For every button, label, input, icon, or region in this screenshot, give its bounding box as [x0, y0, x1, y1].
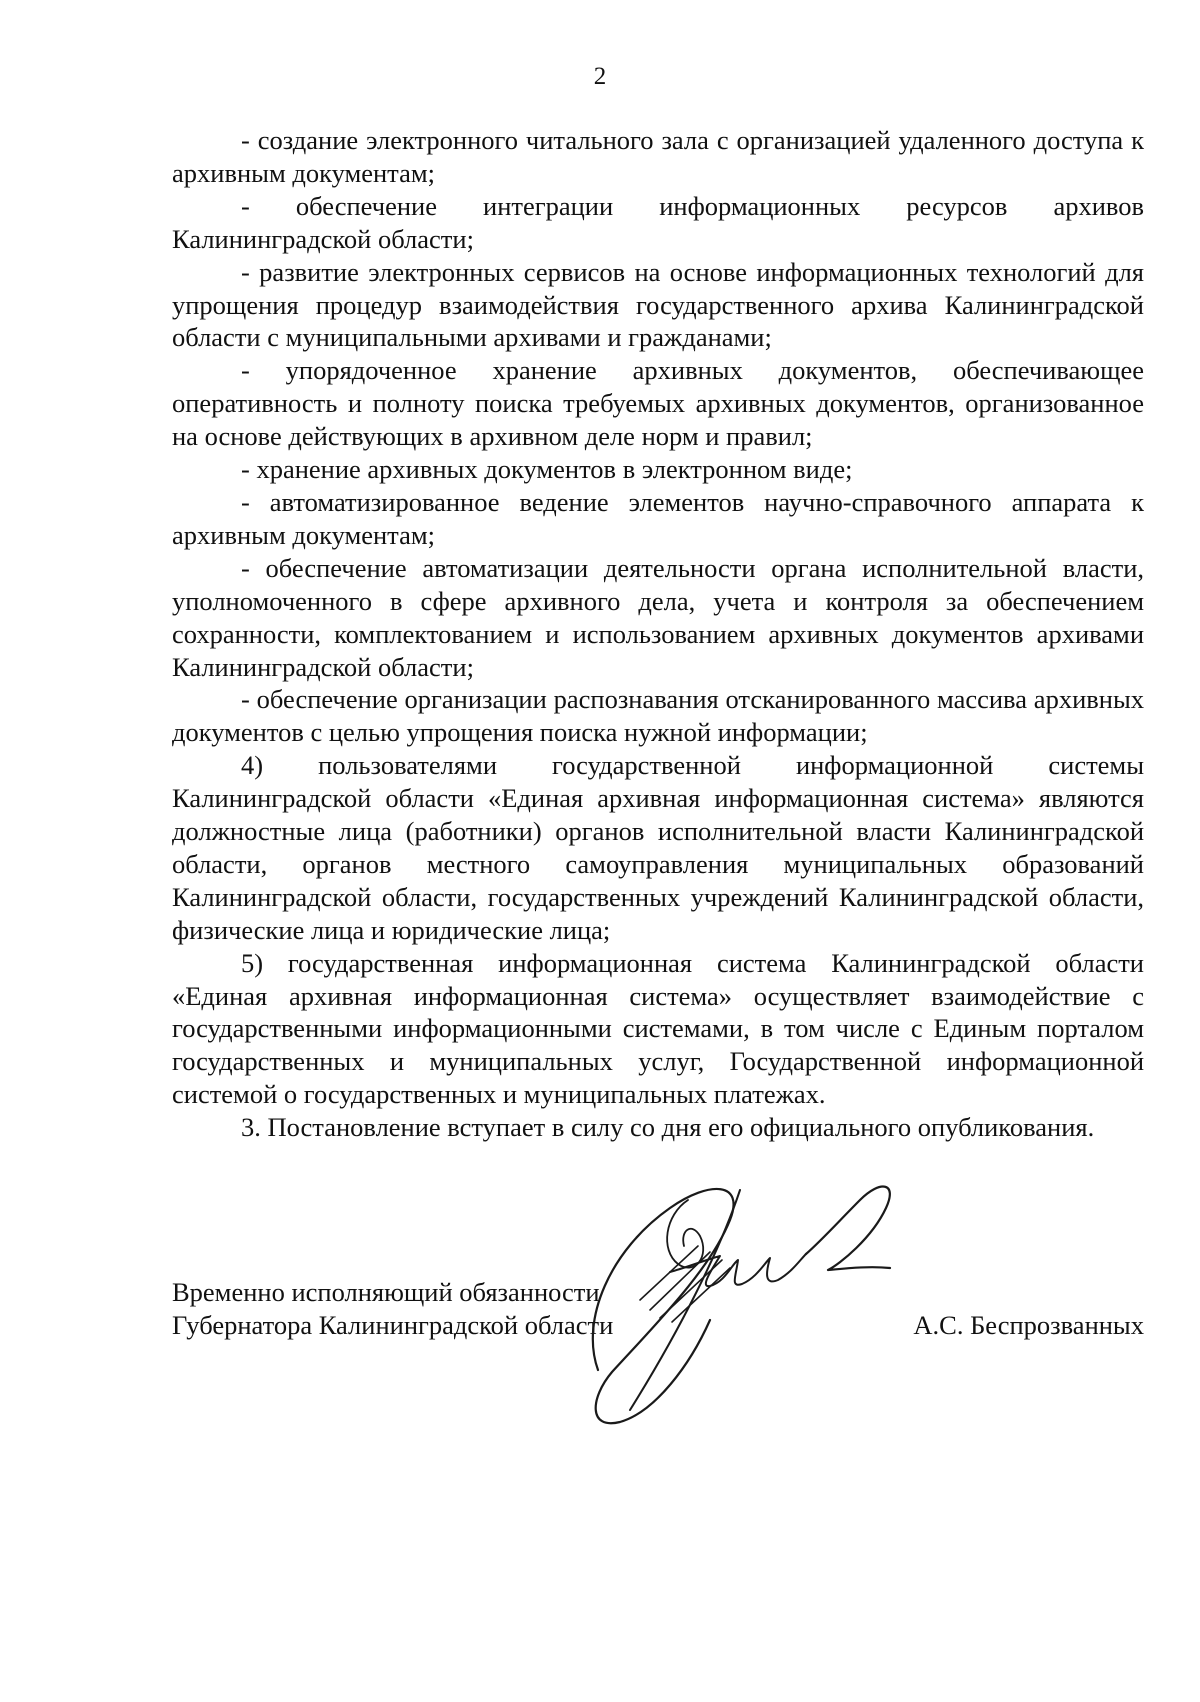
paragraph-electronic-storage: - хранение архивных документов в электронном виде; [241, 454, 853, 485]
paragraph-integration: - обеспечение интеграции информационных ресурсов архивов Калининградской области; [172, 190, 1144, 254]
paragraph-reading-room: - создание электронного читального зала с организацией удаленного доступа к архивным документам; [172, 125, 1144, 188]
paragraph-interaction: 5) государственная информационная система Калининградской области «Единая архивная информационная система» осуществляет взаимодействие с государственными информационными системами, в том числе с Единым порталом государственных и муниципальных услуг, Государственной информационной системой о государственных и муниципальных платежах. [172, 947, 1144, 1110]
signature-tail-stroke [806, 1187, 890, 1270]
signatory-title-line-2: Губернатора Калининградской области [172, 1310, 614, 1340]
paragraph-electronic-services: - развитие электронных сервисов на основе информационных технологий для упрощения процедур взаимодействия государственного архива Калининградской области с муниципальными архивами и гражданами; [172, 256, 1144, 353]
signature-loop-stroke [593, 1189, 734, 1423]
handwritten-signature-icon [560, 1160, 980, 1460]
signatory-title-line-1: Временно исполняющий обязанности [172, 1277, 600, 1307]
paragraph-automation: - обеспечение автоматизации деятельности органа исполнительной власти, уполномоченного в сфере архивного дела, учета и контроля за обеспечением сохранности, комплектованием и использованием архивных документов архивами Калининградской области; [172, 552, 1144, 682]
paragraph-ordered-storage: - упорядоченное хранение архивных документов, обеспечивающее оперативность и полноту поиска требуемых архивных документов, организованное на основе действующих в архивном деле норм и правил; [172, 355, 1144, 452]
signature-descender-stroke [630, 1190, 740, 1410]
document-body [172, 124, 1144, 1144]
paragraph-recognition: - обеспечение организации распознавания отсканированного массива архивных документов с целью упрощения поиска нужной информации; [172, 684, 1144, 748]
page-number: 2 [593, 63, 607, 90]
paragraph-effective-date: 3. Постановление вступает в силу со дня его официального опубликования. [241, 1112, 1095, 1143]
paragraph-users: 4) пользователями государственной информационной системы Калининградской области «Единая архивная информационная система» являются должностные лица (работники) органов исполнительной власти Калининградской области, органов местного самоуправления муниципальных образований Калининградской области, государственных учреждений Калининградской области, физические лица и юридические лица; [172, 750, 1144, 945]
signatory-name: А.С. Беспрозванных [913, 1310, 1144, 1340]
paragraph-reference-apparatus: - автоматизированное ведение элементов научно-справочного аппарата к архивным документам; [172, 486, 1144, 550]
